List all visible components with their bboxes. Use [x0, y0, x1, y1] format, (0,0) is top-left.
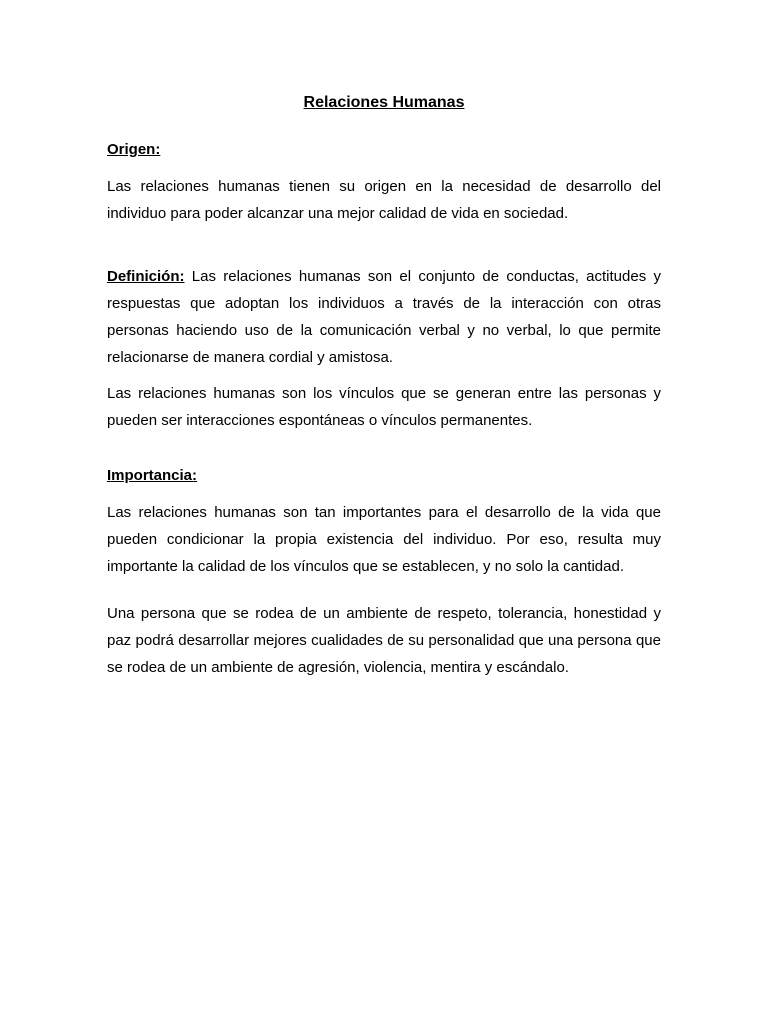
- document-page: [107, 90, 661, 681]
- origen-paragraph: Las relaciones humanas tienen su origen en la necesidad de desarrollo del individuo para poder alcanzar una mejor calidad de vida en sociedad.: [107, 178, 661, 222]
- spacer: [107, 434, 661, 462]
- definicion-paragraph-2: Las relaciones humanas son los vínculos que se generan entre las personas y pueden ser interacciones espontáneas o vínculos permanentes.: [107, 385, 661, 429]
- origen-section: [107, 136, 661, 163]
- definicion-paragraph: [107, 263, 661, 371]
- importancia-heading: Importancia:: [107, 467, 198, 484]
- importancia-paragraph-2: Una persona que se rodea de un ambiente de respeto, tolerancia, honestidad y paz podrá desarrollar mejores cualidades de su personalidad que una persona que se rodea de un ambiente de agresión, violencia, mentira y escándalo.: [107, 605, 661, 676]
- importancia-paragraph: Las relaciones humanas son tan importantes para el desarrollo de la vida que pueden condicionar la propia existencia del individuo. Por eso, resulta muy importante la calidad de los vínculos que se establecen, y no solo la cantidad.: [107, 504, 661, 575]
- spacer: [107, 580, 661, 600]
- document-title: Relaciones Humanas: [303, 94, 465, 111]
- importancia-section: [107, 462, 661, 489]
- definicion-heading: Definición:: [107, 268, 185, 285]
- definicion-text: Las relaciones humanas son el conjunto de conductas, actitudes y respuestas que adoptan los individuos a través de la interacción con otras personas haciendo uso de la comunicación verbal y no verbal, lo que permite relacionarse de manera cordial y amistosa.: [107, 268, 661, 366]
- spacer: [107, 227, 661, 263]
- origen-heading: Origen:: [107, 141, 161, 158]
